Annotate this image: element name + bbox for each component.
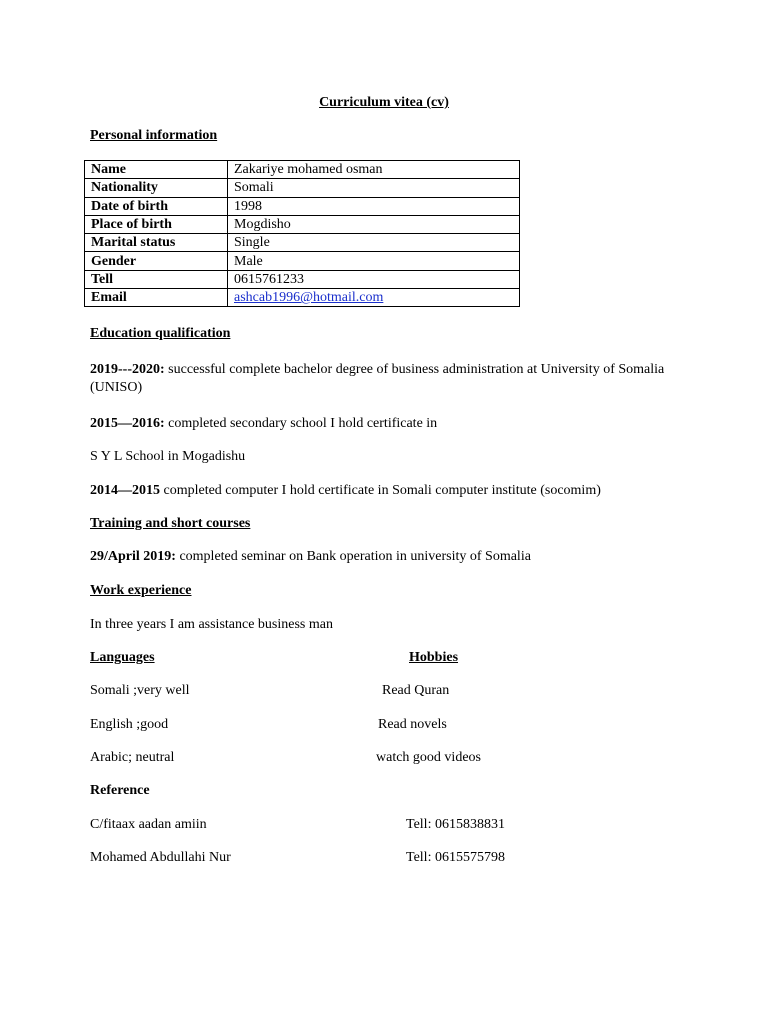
training-text: completed seminar on Bank operation in university of Somalia: [175, 549, 531, 564]
reference-tell: Tell: 0615575798: [406, 850, 505, 865]
email-cell: [228, 289, 520, 307]
reference-name: C/fitaax aadan amiin: [90, 817, 207, 832]
education-text: completed computer I hold certificate in Somali computer institute (socomim): [160, 483, 601, 498]
hobby-item: Read Quran: [382, 683, 450, 698]
row-value: Single: [228, 234, 520, 252]
table-row: [85, 252, 520, 270]
row-label: Tell: [85, 270, 228, 288]
row-value: Zakariye mohamed osman: [228, 161, 520, 179]
education-period: 2019---2020:: [90, 362, 165, 377]
education-period: 2015—2016:: [90, 416, 165, 431]
education-item: [90, 415, 437, 433]
work-text: In three years I am assistance business man: [90, 617, 333, 632]
language-item: English ;good: [90, 717, 169, 732]
education-item: [90, 361, 670, 397]
table-row: [85, 179, 520, 197]
work-heading: Work experience: [90, 583, 192, 598]
table-row: [85, 270, 520, 288]
row-label: Place of birth: [85, 215, 228, 233]
row-value: 1998: [228, 197, 520, 215]
hobby-item: watch good videos: [376, 750, 481, 765]
language-item: Arabic; neutral: [90, 750, 175, 765]
row-label: Name: [85, 161, 228, 179]
hobbies-heading: Hobbies: [409, 650, 459, 665]
education-text: successful complete bachelor degree of business administration at University of Somalia (UNISO): [90, 362, 665, 395]
personal-info-table: [84, 160, 520, 307]
reference-heading: Reference: [90, 783, 150, 798]
row-value: Mogdisho: [228, 215, 520, 233]
education-text: completed secondary school I hold certificate in: [164, 416, 438, 431]
row-value: Somali: [228, 179, 520, 197]
reference-tell: Tell: 0615838831: [406, 817, 505, 832]
document-title: Curriculum vitea (cv): [319, 95, 449, 110]
education-text: S Y L School in Mogadishu: [90, 449, 246, 464]
row-label: Marital status: [85, 234, 228, 252]
training-item: [90, 548, 531, 566]
education-item: [90, 482, 601, 500]
reference-name: Mohamed Abdullahi Nur: [90, 850, 231, 865]
row-label: Date of birth: [85, 197, 228, 215]
row-label: Email: [85, 289, 228, 307]
languages-heading: Languages: [90, 650, 155, 665]
table-row: [85, 289, 520, 307]
language-item: Somali ;very well: [90, 683, 190, 698]
education-heading: Education qualification: [90, 326, 231, 341]
education-item: [90, 448, 245, 466]
table-row: [85, 234, 520, 252]
education-period: 2014—2015: [90, 483, 160, 498]
training-heading: Training and short courses: [90, 516, 251, 531]
table-row: [85, 161, 520, 179]
hobby-item: Read novels: [378, 717, 447, 732]
row-value: 0615761233: [228, 270, 520, 288]
table-row: [85, 215, 520, 233]
email-link[interactable]: ashcab1996@hotmail.com: [234, 290, 384, 306]
row-label: Gender: [85, 252, 228, 270]
table-row: [85, 197, 520, 215]
personal-info-heading: Personal information: [90, 128, 218, 143]
row-value: Male: [228, 252, 520, 270]
row-label: Nationality: [85, 179, 228, 197]
training-period: 29/April 2019:: [90, 549, 176, 564]
